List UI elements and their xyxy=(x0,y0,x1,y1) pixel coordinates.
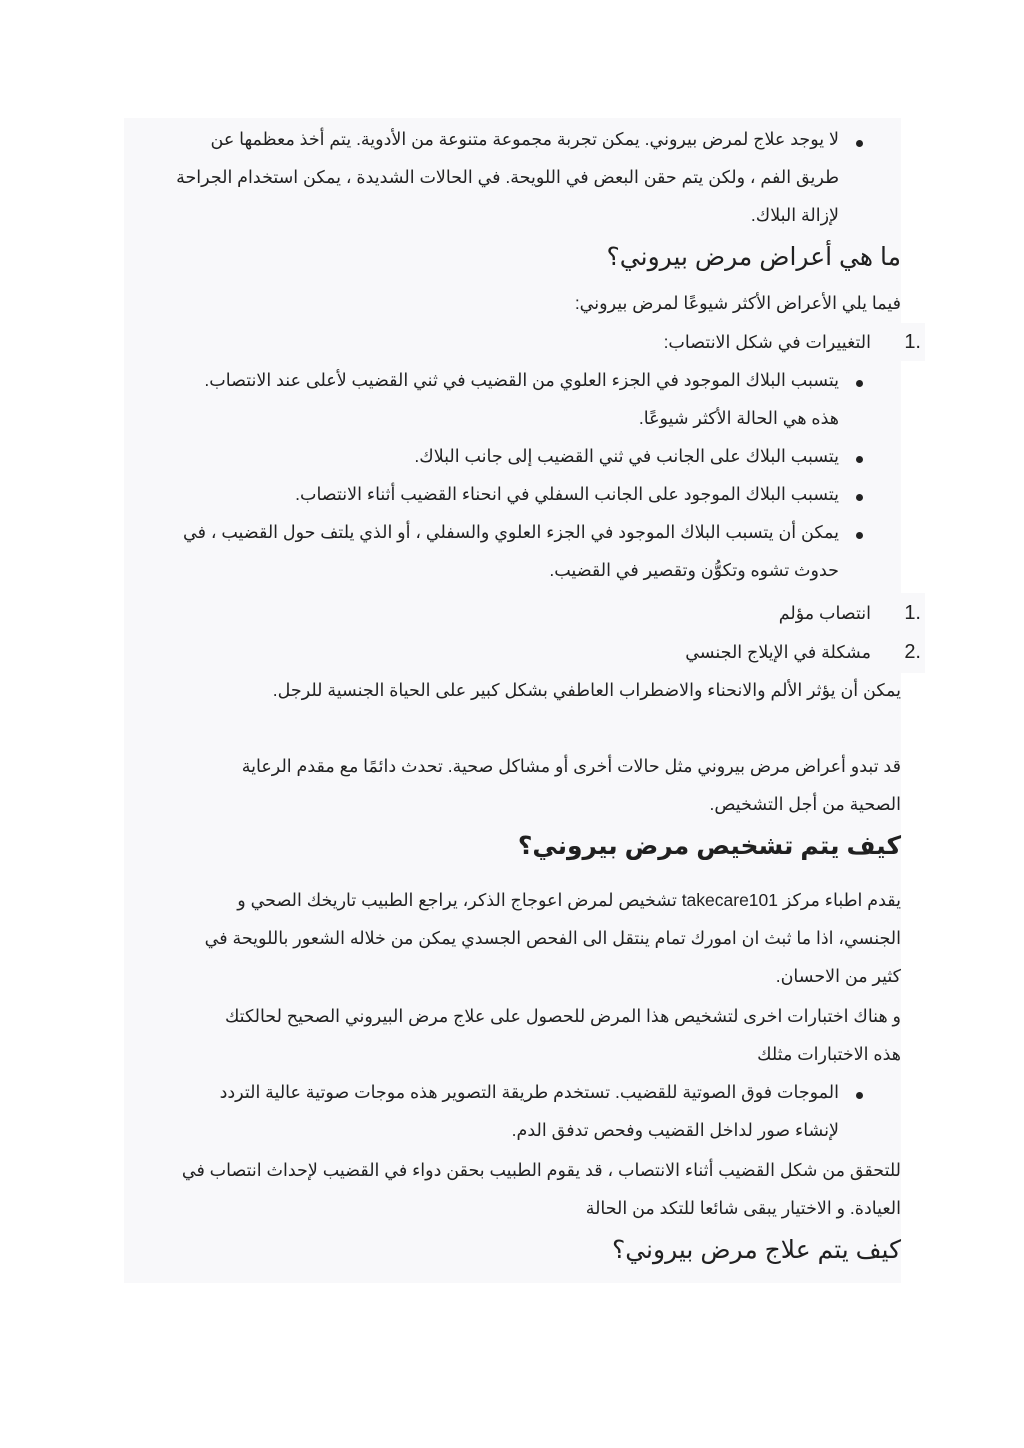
symptom-bullet-1-line-2: هذه هي الحالة الأكثر شيوعًا. xyxy=(638,408,839,428)
bullet-icon xyxy=(856,456,863,463)
symptoms-intro: فيما يلي الأعراض الأكثر شيوعًا لمرض بيروني: xyxy=(574,293,901,313)
diagnosis-bullet-line-2: لإنشاء صور لداخل القضيب وفحص تدفق الدم. xyxy=(511,1120,839,1140)
bullet-icon xyxy=(856,140,863,147)
article-body xyxy=(124,118,921,1283)
item3-number: 2. xyxy=(904,641,921,663)
symptoms-note-line-1: قد تبدو أعراض مرض بيروني مثل حالات أخرى أو مشاكل صحية. تحدث دائمًا مع مقدم الرعاية xyxy=(241,756,901,776)
symptoms-heading: ما هي أعراض مرض بيروني؟ xyxy=(606,243,901,271)
symptoms-note-line-2: الصحية من أجل التشخيص. xyxy=(709,794,901,814)
symptom-bullet-4-line-1: يمكن أن يتسبب البلاك الموجود في الجزء العلوي والسفلي ، أو الذي يلتف حول القضيب ، في xyxy=(183,522,839,542)
diagnosis-para2-line-2: هذه الاختبارات مثلك xyxy=(757,1044,901,1064)
item1-label: التغييرات في شكل الانتصاب: xyxy=(663,332,871,352)
item2-number: 1. xyxy=(904,602,921,624)
diagnosis-para3-line-2: العيادة. و الاختيار يبقى شائعا للتكد من الحالة xyxy=(585,1198,901,1218)
diagnosis-para3-line-1: للتحقق من شكل القضيب أثناء الانتصاب ، قد يقوم الطبيب بحقن دواء في القضيب لإحداث انتصاب في xyxy=(181,1160,901,1180)
symptom-bullet-4-line-2: حدوث تشوه وتكوُّن وتقصير في القضيب. xyxy=(549,560,839,580)
diagnosis-bullet-line-1: الموجات فوق الصوتية للقضيب. تستخدم طريقة التصوير هذه موجات صوتية عالية التردد xyxy=(219,1082,839,1102)
bullet-icon xyxy=(856,380,863,387)
item3-label: مشكلة في الإيلاج الجنسي xyxy=(685,642,871,662)
treatment-heading: كيف يتم علاج مرض بيروني؟ xyxy=(611,1236,901,1264)
intro-bullet-line-2: طريق الفم ، ولكن يتم حقن البعض في اللويحة. في الحالات الشديدة ، يمكن استخدام الجراحة xyxy=(176,167,839,187)
diagnosis-heading: كيف يتم تشخيص مرض بيروني؟ xyxy=(517,832,901,860)
diagnosis-para1-line-1: يقدم اطباء مركز takecare101 تشخيص لمرض اعوجاج الذكر، يراجع الطبيب تاريخك الصحي و xyxy=(237,890,901,910)
diagnosis-para1-line-3: كثير من الاحسان. xyxy=(775,966,901,986)
intro-bullet-line-1: لا يوجد علاج لمرض بيروني. يمكن تجربة مجموعة متنوعة من الأدوية. يتم أخذ معظمها عن xyxy=(210,129,839,149)
symptom-bullet-1-line-1: يتسبب البلاك الموجود في الجزء العلوي من القضيب في ثني القضيب لأعلى عند الانتصاب. xyxy=(204,370,839,390)
diagnosis-para2-line-1: و هناك اختبارات اخرى لتشخيص هذا المرض للحصول على علاج مرض البيروني الصحيح لحالكتك xyxy=(224,1006,901,1026)
item1-number: 1. xyxy=(904,331,921,353)
bullet-icon xyxy=(856,494,863,501)
symptom-bullet-2: يتسبب البلاك على الجانب في ثني القضيب إلى جانب البلاك. xyxy=(414,446,839,466)
intro-bullet-line-3: لإزالة البلاك. xyxy=(750,205,839,225)
symptoms-impact: يمكن أن يؤثر الألم والانحناء والاضطراب العاطفي بشكل كبير على الحياة الجنسية للرجل. xyxy=(272,680,901,700)
symptom-bullet-3: يتسبب البلاك الموجود على الجانب السفلي في انحناء القضيب أثناء الانتصاب. xyxy=(295,484,839,504)
bullet-icon xyxy=(856,532,863,539)
diagnosis-para1-line-2: الجنسي، اذا ما ثبث ان امورك تمام ينتقل الى الفحص الجسدي يمكن من خلاله الشعور باللويحة في xyxy=(204,928,901,948)
bullet-icon xyxy=(856,1092,863,1099)
item2-label: انتصاب مؤلم xyxy=(778,603,871,623)
